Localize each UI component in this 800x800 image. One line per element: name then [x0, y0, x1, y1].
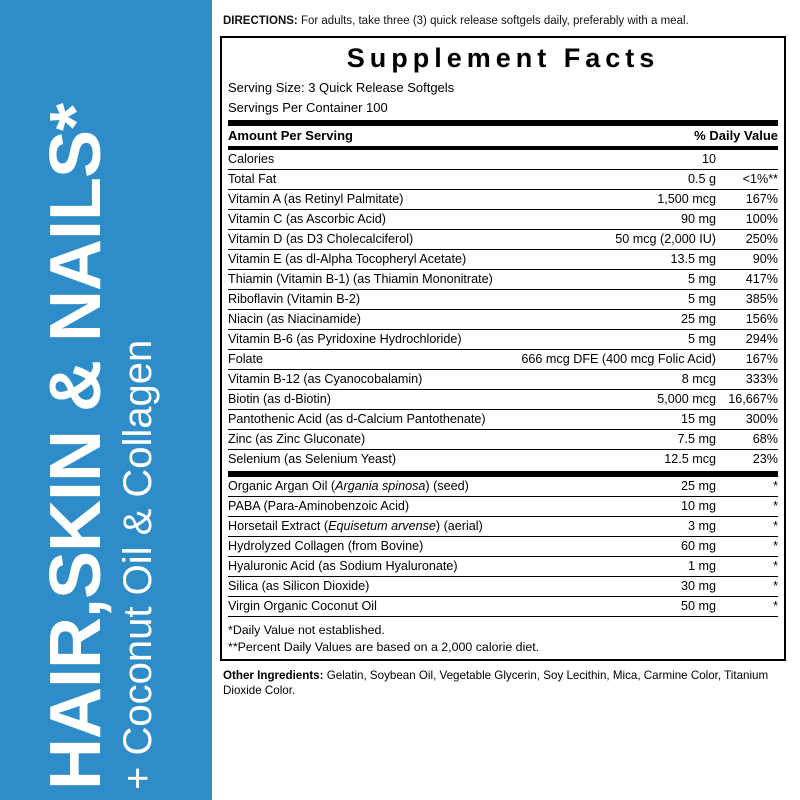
- brand-subtitle: [118, 340, 158, 790]
- nutrient-table: [228, 126, 778, 147]
- nutrient-dv: 167%: [716, 189, 778, 209]
- active-name: [228, 477, 657, 497]
- active-name-start: Hyaluronic Acid (as Sodium Hyaluronate): [228, 559, 458, 574]
- table-row: [228, 349, 778, 369]
- nutrient-name: Calories: [228, 150, 509, 170]
- nutrient-dv: 90%: [716, 249, 778, 269]
- active-name-end: ) (aerial): [435, 519, 483, 534]
- table-header-row: [228, 126, 778, 147]
- active-amount: 25 mg: [657, 477, 716, 497]
- nutrient-name: Niacin (as Niacinamide): [228, 309, 509, 329]
- active-name-start: Hydrolyzed Collagen (from Bovine): [228, 539, 424, 554]
- table-row: [228, 209, 778, 229]
- nutrient-amount: 15 mg: [509, 409, 716, 429]
- nutrient-amount: 1,500 mcg: [509, 189, 716, 209]
- table-row: [228, 429, 778, 449]
- active-name: [228, 556, 657, 576]
- table-row: [228, 516, 778, 536]
- nutrient-name: Zinc (as Zinc Gluconate): [228, 429, 509, 449]
- table-row: [228, 536, 778, 556]
- active-name: [228, 516, 657, 536]
- nutrient-dv: 300%: [716, 409, 778, 429]
- directions-label: DIRECTIONS:: [223, 15, 298, 27]
- nutrient-name: Folate: [228, 349, 509, 369]
- active-dv: *: [716, 496, 778, 516]
- table-row: [228, 309, 778, 329]
- nutrient-dv: 100%: [716, 209, 778, 229]
- brand-title: HAIR,SKIN & NAILS*: [36, 103, 116, 790]
- table-row: [228, 150, 778, 170]
- nutrient-name: Biotin (as d-Biotin): [228, 389, 509, 409]
- nutrient-amount: 25 mg: [509, 309, 716, 329]
- active-dv: *: [716, 596, 778, 616]
- table-row: [228, 369, 778, 389]
- nutrient-amount: 10: [509, 150, 716, 170]
- directions-line: [223, 14, 786, 28]
- active-amount: 3 mg: [657, 516, 716, 536]
- footnotes: [228, 622, 778, 655]
- active-name-start: Horsetail Extract (: [228, 519, 329, 534]
- nutrient-rows: [228, 150, 778, 469]
- nutrient-dv: 16,667%: [716, 389, 778, 409]
- active-dv: *: [716, 516, 778, 536]
- active-name-start: Virgin Organic Coconut Oil: [228, 599, 377, 614]
- serving-size: Serving Size: 3 Quick Release Softgels: [228, 79, 455, 95]
- table-row: [228, 496, 778, 516]
- table-row: [228, 289, 778, 309]
- nutrient-name: Total Fat: [228, 169, 509, 189]
- active-amount: 30 mg: [657, 576, 716, 596]
- active-dv: *: [716, 556, 778, 576]
- table-row: [228, 229, 778, 249]
- nutrient-dv: 167%: [716, 349, 778, 369]
- servings-per-container: Servings Per Container 100: [228, 100, 388, 116]
- nutrient-amount: 0.5 g: [509, 169, 716, 189]
- header-amount-per-serving: Amount Per Serving: [228, 126, 694, 147]
- info-panel: [212, 0, 800, 800]
- active-dv: *: [716, 576, 778, 596]
- active-name-start: Organic Argan Oil (: [228, 479, 336, 494]
- supplement-facts-title: Supplement Facts: [346, 43, 660, 74]
- nutrient-name: Vitamin B-6 (as Pyridoxine Hydrochloride): [228, 329, 509, 349]
- active-name-start: PABA (Para-Aminobenzoic Acid): [228, 499, 410, 514]
- active-name: [228, 596, 657, 616]
- table-row: [228, 169, 778, 189]
- nutrient-dv: 250%: [716, 229, 778, 249]
- nutrient-name: Vitamin A (as Retinyl Palmitate): [228, 189, 509, 209]
- other-ingredients-text: Gelatin, Soybean Oil, Vegetable Glycerin, Soy Lecithin, Mica, Carmine Color, Titanium Dioxide Color.: [223, 669, 769, 698]
- nutrient-amount: 12.5 mcg: [664, 452, 716, 467]
- active-amount: 60 mg: [657, 536, 716, 556]
- other-ingredients: [223, 668, 786, 698]
- active-dv: *: [716, 477, 778, 497]
- nutrient-dv: 333%: [716, 369, 778, 389]
- footnote-percent-dv: **Percent Daily Values are based on a 2,000 calorie diet.: [228, 639, 540, 654]
- active-name: [228, 536, 657, 556]
- table-row: [228, 449, 778, 469]
- nutrient-dv: 417%: [716, 269, 778, 289]
- nutrient-name: Vitamin E (as dl-Alpha Tocopheryl Acetate): [228, 249, 509, 269]
- nutrient-name: Selenium (as Selenium Yeast): [228, 452, 397, 467]
- nutrient-dv: 23%: [752, 452, 778, 467]
- table-row: [228, 409, 778, 429]
- active-amount: 10 mg: [657, 496, 716, 516]
- nutrient-amount: 50 mcg (2,000 IU): [509, 229, 716, 249]
- nutrient-amount: 7.5 mg: [509, 429, 716, 449]
- table-row: [228, 596, 778, 616]
- active-name: [228, 496, 657, 516]
- footnote-daily-value: *Daily Value not established.: [228, 622, 385, 637]
- nutrient-dv: 385%: [716, 289, 778, 309]
- directions-text: For adults, take three (3) quick release softgels daily, preferably with a meal.: [300, 15, 689, 27]
- active-name-latin: Argania spinosa: [335, 479, 426, 494]
- nutrient-name: Riboflavin (Vitamin B-2): [228, 289, 509, 309]
- active-name: [228, 576, 657, 596]
- table-row: [228, 189, 778, 209]
- active-name-end: ) (seed): [425, 479, 469, 494]
- other-actives-table: [228, 477, 778, 617]
- nutrient-amount: 5 mg: [509, 329, 716, 349]
- table-row: [228, 329, 778, 349]
- nutrient-amount: 5 mg: [509, 289, 716, 309]
- brand-vertical-text: [0, 0, 212, 800]
- nutrient-amount: 666 mcg DFE (400 mcg Folic Acid): [509, 349, 716, 369]
- active-amount: 50 mg: [657, 596, 716, 616]
- nutrient-dv: <1%**: [716, 169, 778, 189]
- header-daily-value: % Daily Value: [694, 126, 778, 147]
- nutrient-name: Vitamin B-12 (as Cyanocobalamin): [228, 369, 509, 389]
- active-amount: 1 mg: [657, 556, 716, 576]
- supplement-facts-box: [220, 36, 786, 661]
- nutrient-dv: 294%: [716, 329, 778, 349]
- nutrient-name: Pantothenic Acid (as d-Calcium Pantothenate): [228, 409, 509, 429]
- brand-panel: [0, 0, 212, 800]
- table-row: [228, 576, 778, 596]
- nutrient-amount: 8 mcg: [509, 369, 716, 389]
- brand-plus: +: [116, 766, 160, 790]
- table-row: [228, 269, 778, 289]
- nutrient-name: Thiamin (Vitamin B-1) (as Thiamin Mononitrate): [228, 269, 509, 289]
- active-name-latin: Equisetum arvense: [328, 519, 436, 534]
- brand-subtitle-text: Coconut Oil & Collagen: [116, 339, 160, 756]
- table-row: [228, 556, 778, 576]
- other-ingredients-label: Other Ingredients:: [223, 669, 324, 683]
- active-name-start: Silica (as Silicon Dioxide): [228, 579, 370, 594]
- nutrient-dv: 156%: [716, 309, 778, 329]
- nutrient-amount: 90 mg: [509, 209, 716, 229]
- table-row: [228, 389, 778, 409]
- nutrient-amount: 5,000 mcg: [509, 389, 716, 409]
- table-row: [228, 477, 778, 497]
- nutrient-name: Vitamin D (as D3 Cholecalciferol): [228, 229, 509, 249]
- nutrient-dv: [716, 150, 778, 170]
- nutrient-name: Vitamin C (as Ascorbic Acid): [228, 209, 509, 229]
- active-dv: *: [716, 536, 778, 556]
- table-row: [228, 249, 778, 269]
- nutrient-dv: 68%: [716, 429, 778, 449]
- nutrient-amount: 13.5 mg: [509, 249, 716, 269]
- nutrient-amount: 5 mg: [509, 269, 716, 289]
